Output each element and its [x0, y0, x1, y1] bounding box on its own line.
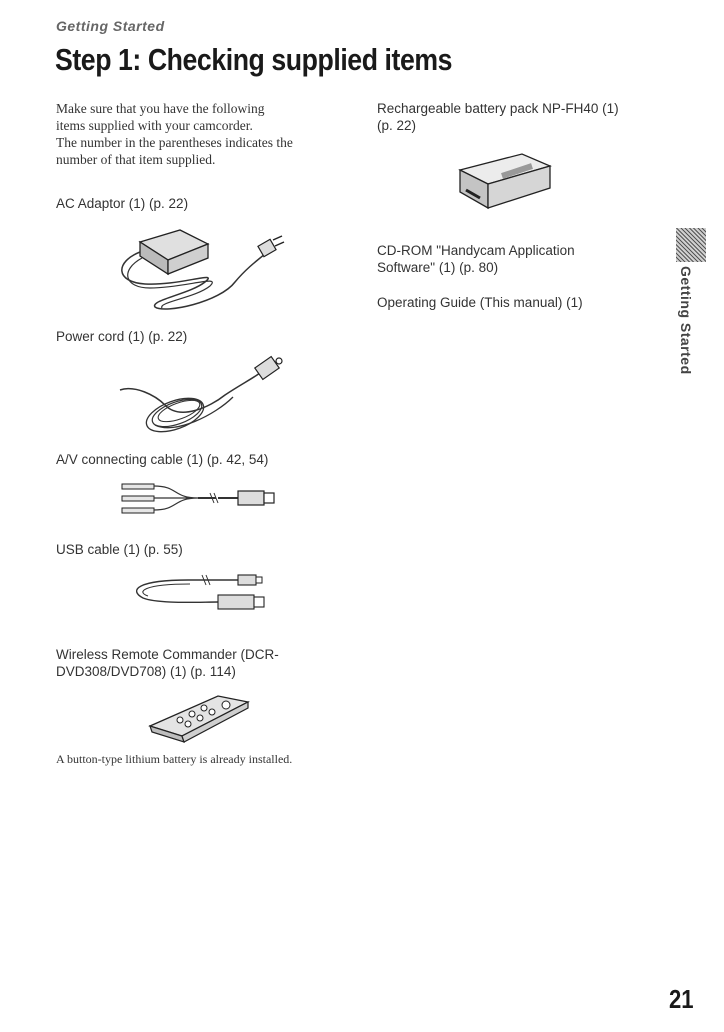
item-cd-rom: [377, 242, 575, 276]
intro-paragraph: [56, 100, 356, 168]
av-cable-illustration: [118, 478, 278, 520]
remote-commander-illustration: [140, 690, 256, 744]
section-label: Getting Started: [56, 18, 165, 34]
item-usb-cable: USB cable (1) (p. 55): [56, 542, 183, 557]
item-ac-adaptor: AC Adaptor (1) (p. 22): [56, 196, 189, 211]
battery-pack-illustration: [452, 148, 556, 214]
side-tab-marker: [676, 228, 706, 262]
item-av-cable: A/V connecting cable (1) (p. 42, 54): [56, 452, 269, 467]
intro-line: items supplied with your camcorder.: [56, 118, 253, 133]
item-remote-line: DVD308/DVD708) (1) (p. 114): [56, 664, 236, 679]
item-power-cord: Power cord (1) (p. 22): [56, 329, 188, 344]
item-battery-line: (p. 22): [377, 118, 417, 133]
ac-adaptor-illustration: [110, 222, 295, 317]
item-remote-commander: [56, 646, 279, 680]
item-remote-line: Wireless Remote Commander (DCR-: [56, 647, 279, 662]
battery-note: A button-type lithium battery is already installed.: [56, 752, 293, 766]
item-cdrom-line: CD-ROM "Handycam Application: [377, 243, 575, 258]
intro-line: The number in the parentheses indicates the: [56, 135, 293, 150]
item-battery-line: Rechargeable battery pack NP-FH40 (1): [377, 101, 619, 116]
side-tab-label: Getting Started: [678, 266, 694, 375]
page-title: Step 1: Checking supplied items: [55, 42, 453, 77]
intro-line: number of that item supplied.: [56, 152, 216, 167]
intro-line: Make sure that you have the following: [56, 101, 265, 116]
page-number: 21: [669, 984, 694, 1014]
item-operating-guide: Operating Guide (This manual) (1): [377, 295, 583, 310]
usb-cable-illustration: [118, 568, 268, 612]
item-cdrom-line: Software" (1) (p. 80): [377, 260, 499, 275]
power-cord-illustration: [115, 355, 290, 445]
item-battery-pack: [377, 100, 619, 134]
